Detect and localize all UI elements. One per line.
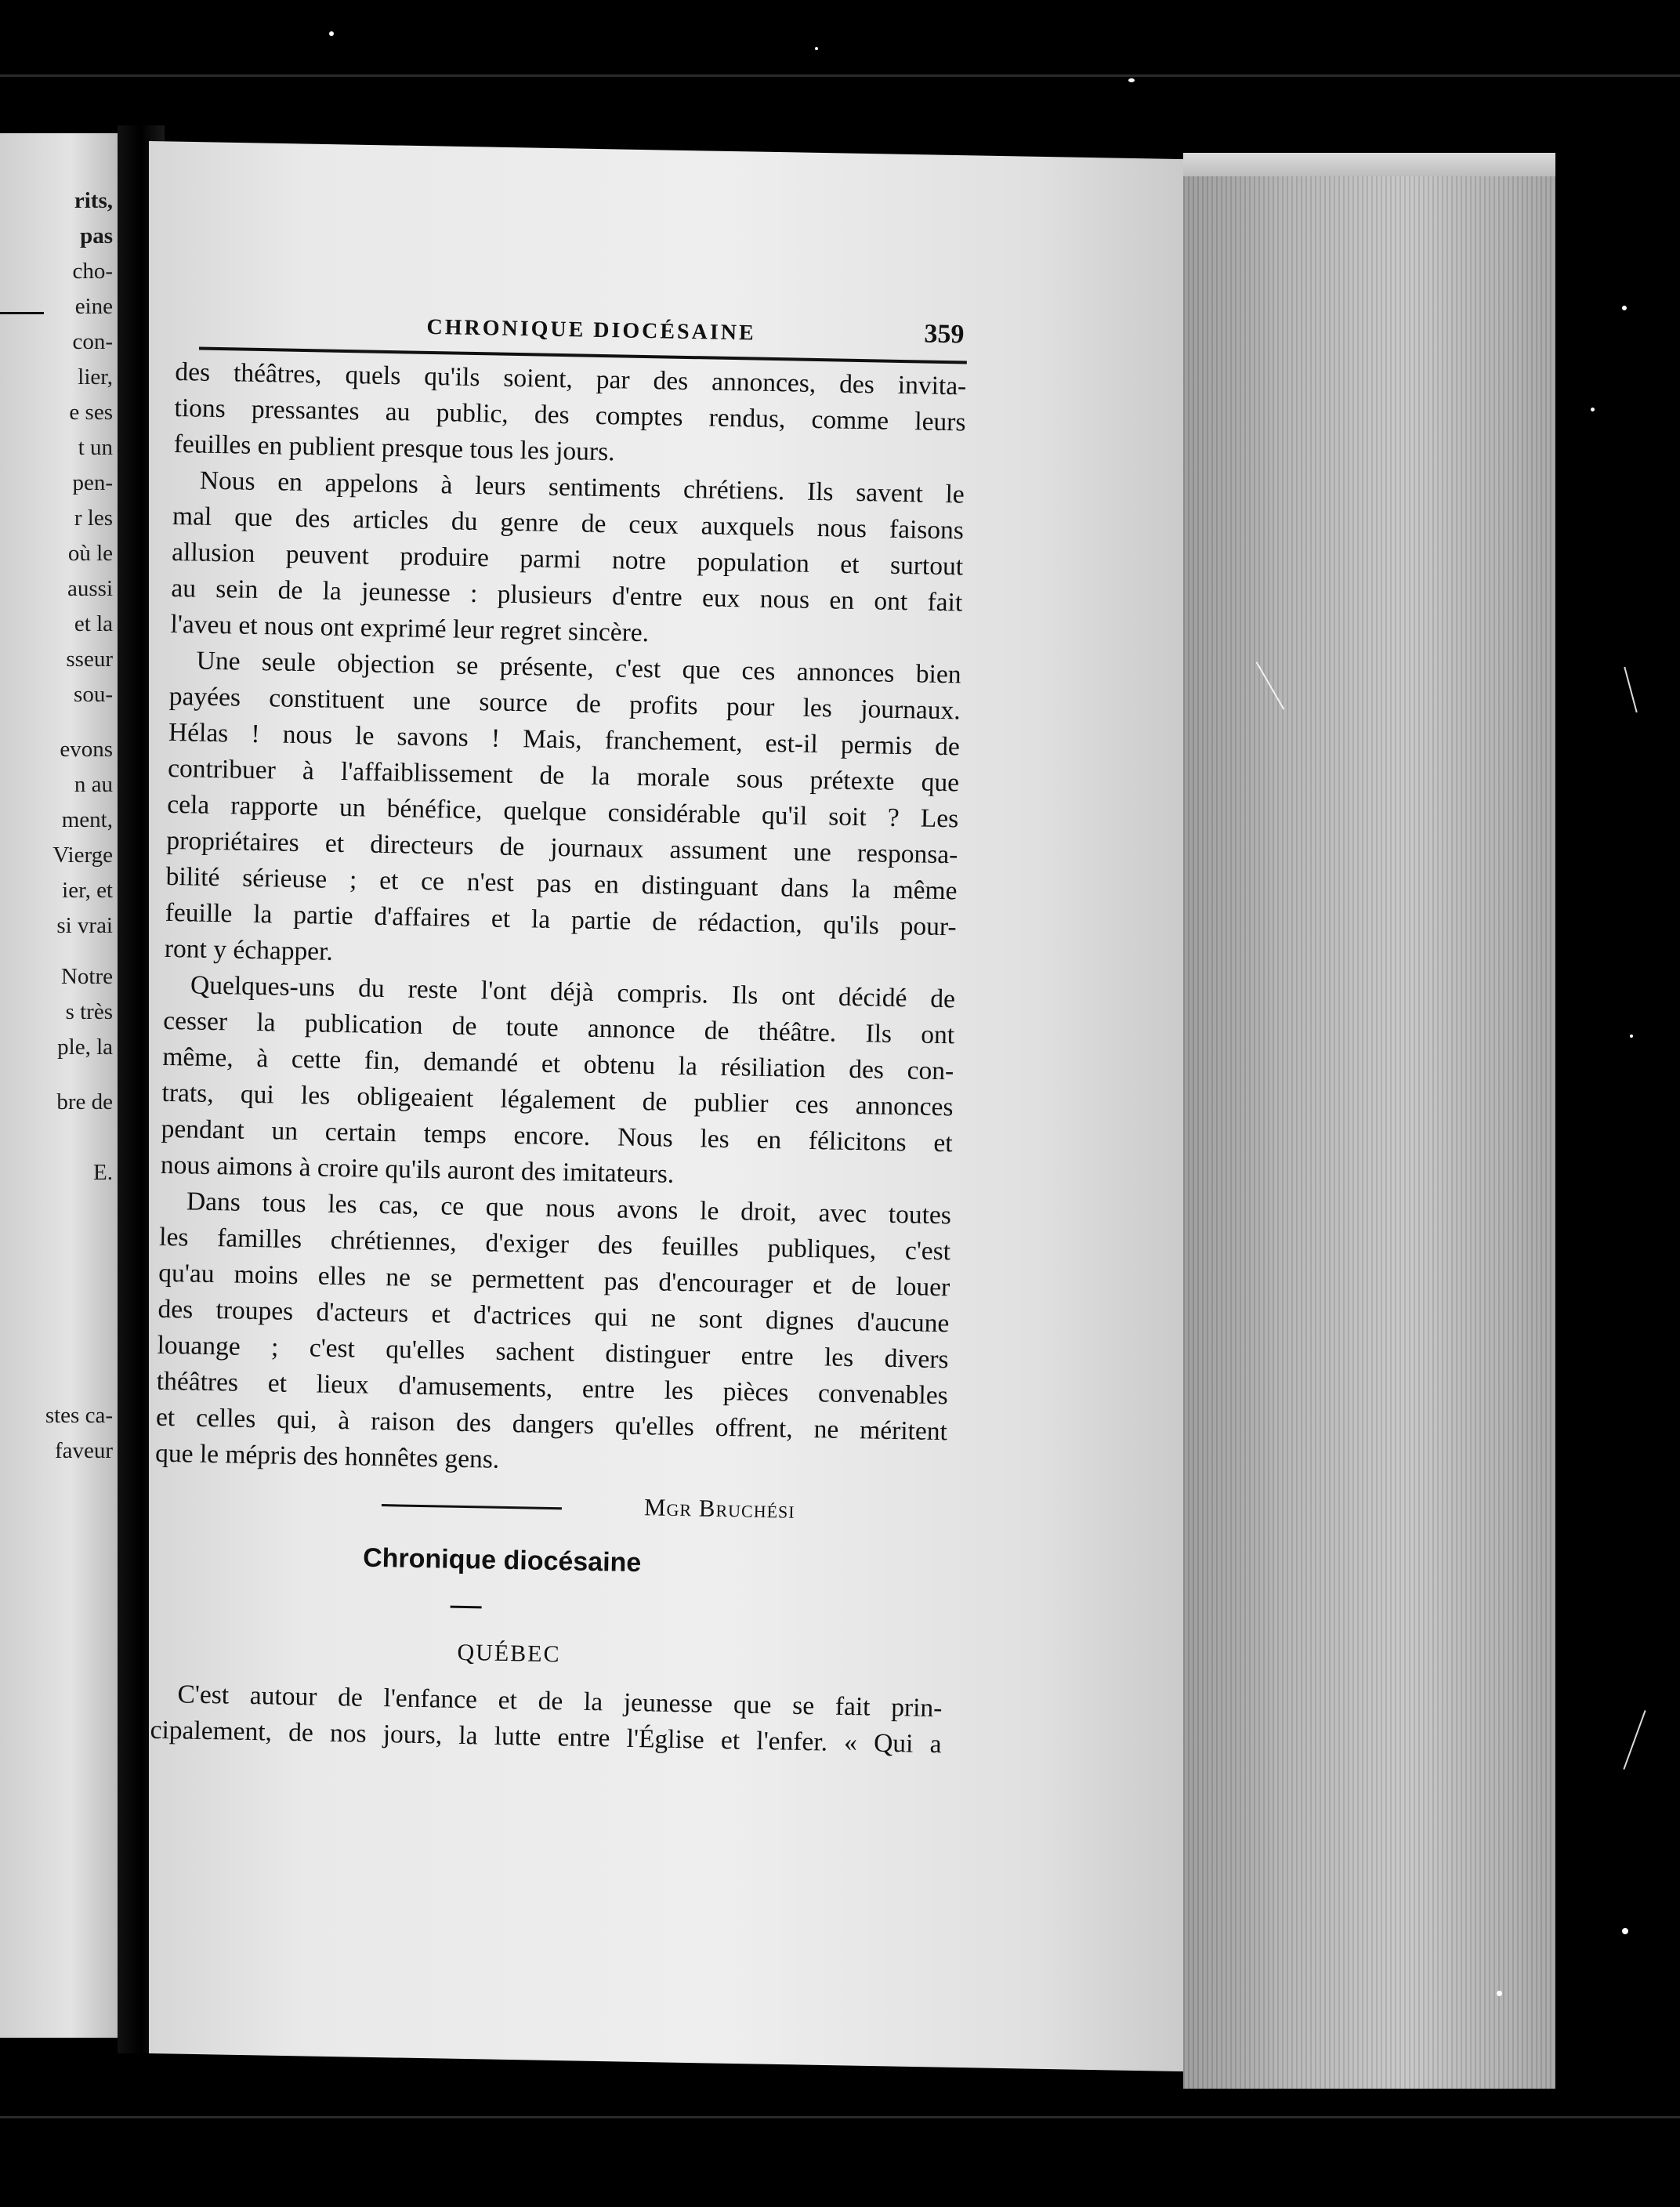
text-line: cipalement, de nos jours, la lutte entre l'Église et l'enfer. « Qui a [150,1715,942,1759]
text-line: même, à cette fin, demandé et obtenu la résiliation des con- [162,1042,954,1086]
article-body [155,354,967,1486]
text-line: cesser la publication de toute annonce de théâtre. Ils ont [162,1006,955,1050]
left-page-fragment: evons [60,737,113,762]
left-page-fragment: faveur [54,1438,113,1463]
left-page-fragment: lier, [78,364,113,390]
place-heading: QUÉBEC [457,1639,561,1668]
left-page-fragment: où le [67,541,113,566]
running-title: CHRONIQUE DIOCÉSAINE [426,314,756,346]
text-line: mal que des articles du genre de ceux auxquels nous faisons [172,501,965,545]
book-page-edges-top [1183,153,1555,176]
left-page-fragment: ment, [61,807,113,832]
left-page-fragment: cho- [72,259,113,284]
text-line: Une seule objection se présente, c'est que ces annonces bien [196,646,961,690]
left-page-fragment: sou- [74,682,113,707]
book-page-edges [1183,153,1555,2089]
text-line: trats, qui les obligeaient légalement de publier ces annonces [161,1078,954,1122]
left-page-rule [0,312,44,314]
section-divider [451,1606,482,1609]
text-line: Nous en appelons à leurs sentiments chrétiens. Ils savent le [199,466,965,509]
film-border-line [0,2116,1680,2118]
text-line: louange ; c'est qu'elles sachent distinguer entre les divers [157,1330,949,1375]
text-line: tions pressantes au public, des comptes rendus, comme leurs [174,393,966,437]
text-line: payées constituent une source de profits pour les journaux. [168,681,961,726]
dust-speck [815,47,818,50]
film-scratch [1624,667,1637,712]
left-page-fragment: eine [74,294,113,319]
section-title: Chronique diocésaine [362,1542,642,1578]
text-line: propriétaires et directeurs de journaux assument une responsa- [166,825,958,870]
page-text-block [150,306,968,1763]
text-line: pendant un certain temps encore. Nous les en félicitons et [161,1114,953,1158]
left-page-fragment: ple, la [57,1035,113,1060]
left-page-fragment: Notre [60,964,113,989]
text-line: les familles chrétiennes, d'exiger des feuilles publiques, c'est [158,1222,951,1267]
film-border-line [0,74,1680,77]
left-page-fragment: s très [65,999,113,1024]
left-page-fragment: t un [78,435,113,460]
left-page-fragment: n au [74,772,113,797]
dust-speck [1497,1991,1502,1996]
text-line: cela rapporte un bénéfice, quelque considérable qu'il soit ? Les [166,789,959,834]
left-page-fragment: sseur [66,647,113,672]
text-line: allusion peuvent produire parmi notre population et surtout [171,537,964,582]
left-page-fragment: si vrai [56,913,113,938]
text-line: des théâtres, quels qu'ils soient, par des annonces, des invita- [175,357,967,401]
left-page-fragment: Vierge [52,843,113,868]
left-page-fragment: pas [80,223,113,248]
left-page-fragment: aussi [67,576,113,601]
left-page-fragment: et la [74,611,113,636]
left-page-fragment: r les [74,506,113,531]
text-line: des troupes d'acteurs et d'actrices qui ne sont dignes d'aucune [158,1294,950,1339]
text-line: contribuer à l'affaiblissement de la morale sous prétexte que [167,753,960,798]
left-page-fragment: stes ca- [45,1403,113,1428]
signature-rule [382,1504,562,1509]
dust-speck [1622,306,1627,310]
text-line: et celles qui, à raison des dangers qu'elles offrent, ne méritent [155,1402,948,1447]
left-page-fragment: E. [93,1160,113,1185]
text-line: que le mépris des honnêtes gens. [154,1438,500,1474]
left-page-fragment: e ses [69,400,113,425]
text-line: feuilles en publient presque tous les jours. [173,429,615,467]
left-page-fragment: pen- [72,470,113,495]
page-number: 359 [924,319,965,350]
text-line: ront y échapper. [164,933,334,966]
dust-speck [1622,1928,1628,1934]
left-page-fragment: rits, [74,188,113,213]
text-line: Dans tous les cas, ce que nous avons le droit, avec toutes [186,1187,952,1230]
left-page-fragment: bre de [56,1089,113,1114]
signature-row [154,1484,946,1547]
film-scratch [1623,1710,1646,1770]
text-line: au sein de la jeunesse : plusieurs d'entre eux nous en ont fait [171,573,963,618]
text-line: C'est autour de l'enfance et de la jeunesse que se fait prin- [177,1680,943,1723]
text-line: Quelques-uns du reste l'ont déjà compris. Ils ont décidé de [190,970,956,1014]
signature-text: Mgr Bruchési [643,1493,795,1524]
left-page-fragment: con- [72,329,113,354]
dust-speck [329,31,334,36]
section-body [150,1676,943,1763]
dust-speck [1128,78,1135,82]
dust-speck [1630,1035,1633,1038]
left-facing-page [0,133,118,2038]
text-line: feuille la partie d'affaires et la partie de rédaction, qu'ils pour- [165,897,957,942]
text-line: l'aveu et nous ont exprimé leur regret sincère. [170,609,650,648]
text-line: bilité sérieuse ; et ce n'est pas en distinguant dans la même [165,861,958,906]
left-page-fragment: ier, et [62,878,113,903]
text-line: nous aimons à croire qu'ils auront des imitateurs. [160,1150,675,1189]
text-line: qu'au moins elles ne se permettent pas d'encourager et de louer [158,1258,950,1303]
text-line: Hélas ! nous le savons ! Mais, franchement, est-il permis de [168,717,961,762]
text-line: théâtres et lieux d'amusements, entre les pièces convenables [156,1366,949,1411]
dust-speck [1591,408,1595,411]
signature [644,1493,795,1524]
